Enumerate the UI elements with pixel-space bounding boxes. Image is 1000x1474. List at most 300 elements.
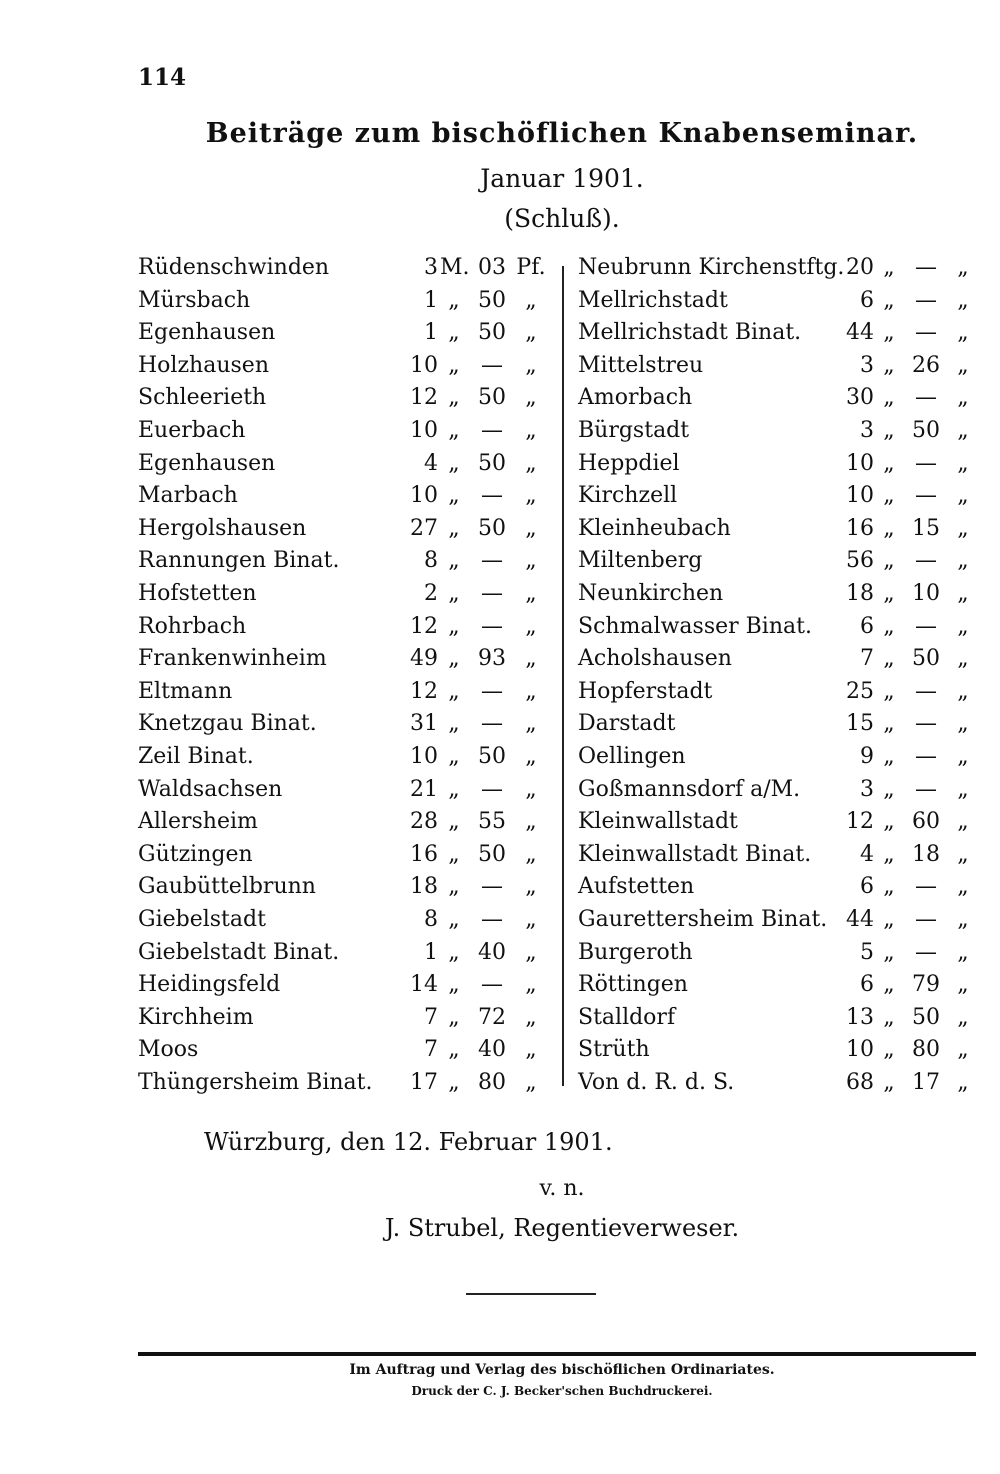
entry-unit-pfennig: „ <box>525 581 537 606</box>
entry-pfennig: — <box>481 907 503 932</box>
entry-unit-marks: „ <box>448 874 460 900</box>
table-row <box>578 1002 978 1034</box>
table-row <box>138 513 556 545</box>
entry-unit-marks: „ <box>883 418 895 443</box>
entry-unit-pfennig: „ <box>957 352 969 378</box>
entry-unit-pfennig: „ <box>957 385 969 411</box>
entry-unit-pfennig: „ <box>957 939 969 965</box>
table-row <box>138 611 556 643</box>
table-row <box>138 578 556 610</box>
entry-unit-pfennig: „ <box>525 1004 537 1030</box>
entry-pfennig: — <box>915 678 937 704</box>
entry-unit-pfennig: „ <box>957 548 969 574</box>
entry-pfennig: — <box>915 385 937 411</box>
table-row <box>138 774 556 806</box>
entry-name: Mellrichstadt <box>578 287 728 313</box>
entry-pfennig: — <box>915 744 937 769</box>
entry-marks: 17 <box>410 1070 438 1095</box>
entry-pfennig: — <box>481 678 503 704</box>
entry-unit-marks: „ <box>448 515 460 541</box>
entry-name: Frankenwinheim <box>138 646 327 672</box>
table-row <box>578 1034 978 1066</box>
entry-marks: 16 <box>410 841 438 867</box>
table-row <box>578 611 978 643</box>
entry-pfennig: 80 <box>478 1070 506 1095</box>
table-row <box>578 382 978 414</box>
entry-marks: 6 <box>860 287 874 313</box>
entry-unit-marks: „ <box>883 939 895 965</box>
entry-unit-marks: „ <box>448 939 460 965</box>
entry-pfennig: 50 <box>478 287 506 313</box>
entry-unit-pfennig: „ <box>525 515 537 541</box>
entry-name: Darstadt <box>578 711 676 737</box>
entry-unit-marks: „ <box>883 711 895 737</box>
entry-pfennig: — <box>915 548 937 574</box>
table-row <box>578 252 978 284</box>
entry-name: Giebelstadt <box>138 907 266 932</box>
entry-marks: 4 <box>424 450 438 476</box>
entry-unit-marks: „ <box>883 907 895 932</box>
entry-name: Schmalwasser Binat. <box>578 613 812 639</box>
entry-unit-pfennig: „ <box>525 776 537 802</box>
entry-pfennig: 26 <box>912 352 940 378</box>
entry-pfennig: 50 <box>478 841 506 867</box>
entry-marks: 31 <box>410 711 438 737</box>
entry-name: Rüdenschwinden <box>138 255 330 280</box>
entry-unit-pfennig: „ <box>525 711 537 737</box>
entry-pfennig: — <box>481 483 503 509</box>
entry-unit-marks: „ <box>883 483 895 509</box>
entry-marks: 12 <box>846 809 874 835</box>
entry-marks: 18 <box>846 581 874 606</box>
entry-pfennig: — <box>915 711 937 737</box>
entry-unit-pfennig: „ <box>525 320 537 346</box>
table-row <box>138 937 556 969</box>
entry-unit-pfennig: „ <box>525 907 537 932</box>
entry-unit-pfennig: „ <box>957 972 969 998</box>
entry-unit-pfennig: „ <box>525 809 537 835</box>
entry-name: Moos <box>138 1037 199 1063</box>
entry-unit-marks: „ <box>883 613 895 639</box>
entry-name: Kirchheim <box>138 1004 254 1030</box>
entry-unit-marks: „ <box>883 646 895 672</box>
page-title: Beiträge zum bischöflichen Knabenseminar. <box>205 118 919 149</box>
entry-unit-marks: „ <box>883 972 895 998</box>
entry-name: Rannungen Binat. <box>138 548 340 574</box>
table-row <box>138 285 556 317</box>
entry-unit-marks: „ <box>448 613 460 639</box>
entry-pfennig: — <box>915 255 937 280</box>
table-row <box>578 969 978 1001</box>
table-row <box>138 904 556 936</box>
entry-name: Knetzgau Binat. <box>138 711 317 737</box>
entry-marks: 6 <box>860 874 874 900</box>
table-row <box>578 578 978 610</box>
entry-unit-pfennig: „ <box>525 385 537 411</box>
short-divider <box>466 1293 596 1295</box>
entry-pfennig: — <box>915 320 937 346</box>
entry-unit-marks: „ <box>448 352 460 378</box>
entry-marks: 10 <box>410 483 438 509</box>
entry-marks: 1 <box>424 939 438 965</box>
entry-unit-pfennig: „ <box>957 255 969 280</box>
entry-unit-pfennig: „ <box>525 874 537 900</box>
entry-name: Giebelstadt Binat. <box>138 939 340 965</box>
entry-marks: 4 <box>860 841 874 867</box>
entry-marks: 44 <box>846 320 874 346</box>
closing-place-date: Würzburg, den 12. Februar 1901. <box>204 1128 613 1156</box>
entry-unit-marks: M. <box>440 255 470 280</box>
entry-unit-marks: „ <box>448 450 460 476</box>
entry-unit-pfennig: „ <box>525 939 537 965</box>
entry-marks: 10 <box>846 1037 874 1063</box>
table-row <box>138 1034 556 1066</box>
table-row <box>578 480 978 512</box>
entry-marks: 6 <box>860 972 874 998</box>
entry-name: Kleinheubach <box>578 515 731 541</box>
entry-marks: 12 <box>410 678 438 704</box>
entry-name: Schleerieth <box>138 385 267 411</box>
table-row <box>578 708 978 740</box>
table-row <box>578 317 978 349</box>
entry-marks: 10 <box>846 483 874 509</box>
entry-marks: 20 <box>846 255 874 280</box>
entry-pfennig: — <box>481 581 503 606</box>
entry-unit-pfennig: „ <box>957 678 969 704</box>
entry-marks: 3 <box>424 255 438 280</box>
entry-unit-marks: „ <box>448 1037 460 1063</box>
entry-unit-pfennig: „ <box>525 841 537 867</box>
entry-marks: 25 <box>846 678 874 704</box>
entry-pfennig: — <box>481 711 503 737</box>
entry-unit-marks: „ <box>883 450 895 476</box>
footer-publisher: Im Auftrag und Verlag des bischöflichen Ordinariates. <box>349 1362 775 1378</box>
table-row <box>578 676 978 708</box>
entry-unit-marks: „ <box>883 548 895 574</box>
entry-name: Egenhausen <box>138 450 276 476</box>
entry-name: Mittelstreu <box>578 352 704 378</box>
entry-marks: 10 <box>410 744 438 769</box>
entry-marks: 28 <box>410 809 438 835</box>
entry-pfennig: — <box>915 613 937 639</box>
entry-pfennig: 93 <box>478 646 506 672</box>
entry-unit-pfennig: „ <box>957 515 969 541</box>
entry-unit-marks: „ <box>883 385 895 411</box>
page-subtitle-conclusion: (Schluß). <box>504 204 620 233</box>
entry-pfennig: 17 <box>912 1070 940 1095</box>
entry-name: Waldsachsen <box>138 776 283 802</box>
entry-marks: 8 <box>424 907 438 932</box>
table-row <box>578 513 978 545</box>
entry-marks: 27 <box>410 515 438 541</box>
table-row <box>138 382 556 414</box>
entry-unit-pfennig: „ <box>957 809 969 835</box>
entry-unit-marks: „ <box>448 841 460 867</box>
entry-marks: 7 <box>424 1037 438 1063</box>
entry-name: Amorbach <box>578 385 693 411</box>
contributions-table <box>138 252 978 1100</box>
entry-pfennig: 15 <box>912 515 940 541</box>
entry-unit-pfennig: „ <box>525 1037 537 1063</box>
entry-unit-pfennig: Pf. <box>516 255 546 280</box>
entry-unit-marks: „ <box>448 1070 460 1095</box>
entry-marks: 6 <box>860 613 874 639</box>
entry-marks: 10 <box>410 418 438 443</box>
page-subtitle-date: Januar 1901. <box>480 164 644 193</box>
entry-name: Rohrbach <box>138 613 247 639</box>
entry-name: Gaurettersheim Binat. <box>578 907 828 932</box>
entry-unit-pfennig: „ <box>957 1070 969 1095</box>
entry-unit-marks: „ <box>448 320 460 346</box>
entry-unit-marks: „ <box>448 483 460 509</box>
entry-name: Allersheim <box>138 809 258 835</box>
entry-pfennig: — <box>481 776 503 802</box>
table-row <box>578 839 978 871</box>
entry-pfennig: — <box>915 874 937 900</box>
entry-unit-marks: „ <box>883 841 895 867</box>
table-row <box>138 741 556 773</box>
entry-pfennig: 50 <box>478 385 506 411</box>
entry-pfennig: 79 <box>912 972 940 998</box>
table-row <box>138 806 556 838</box>
entry-unit-pfennig: „ <box>957 776 969 802</box>
entry-unit-marks: „ <box>883 320 895 346</box>
table-row <box>138 969 556 1001</box>
entry-name: Neubrunn Kirchenstftg. <box>578 255 845 280</box>
entry-unit-pfennig: „ <box>525 678 537 704</box>
entry-unit-marks: „ <box>883 809 895 835</box>
entry-marks: 1 <box>424 287 438 313</box>
entry-unit-pfennig: „ <box>525 744 537 769</box>
entry-unit-marks: „ <box>448 287 460 313</box>
table-row <box>578 350 978 382</box>
entry-marks: 12 <box>410 385 438 411</box>
entry-name: Hergolshausen <box>138 515 307 541</box>
entry-unit-marks: „ <box>448 711 460 737</box>
entry-unit-pfennig: „ <box>525 1070 537 1095</box>
table-row <box>138 676 556 708</box>
entry-name: Stalldorf <box>578 1004 676 1030</box>
entry-unit-pfennig: „ <box>957 613 969 639</box>
table-row <box>138 871 556 903</box>
entry-pfennig: 60 <box>912 809 940 835</box>
entry-unit-pfennig: „ <box>525 483 537 509</box>
table-row <box>578 643 978 675</box>
entry-name: Heppdiel <box>578 450 680 476</box>
entry-unit-pfennig: „ <box>957 450 969 476</box>
right-column <box>578 252 978 1100</box>
table-row <box>578 904 978 936</box>
entry-name: Gützingen <box>138 841 253 867</box>
table-row <box>578 448 978 480</box>
entry-name: Zeil Binat. <box>138 744 254 769</box>
entry-name: Heidingsfeld <box>138 972 281 998</box>
entry-pfennig: 18 <box>912 841 940 867</box>
entry-unit-marks: „ <box>448 418 460 443</box>
entry-pfennig: 40 <box>478 939 506 965</box>
entry-unit-marks: „ <box>448 907 460 932</box>
entry-unit-pfennig: „ <box>957 841 969 867</box>
entry-pfennig: — <box>915 287 937 313</box>
page-number: 114 <box>138 64 187 91</box>
table-row <box>578 415 978 447</box>
entry-marks: 13 <box>846 1004 874 1030</box>
entry-marks: 12 <box>410 613 438 639</box>
entry-pfennig: — <box>915 907 937 932</box>
entry-pfennig: — <box>915 483 937 509</box>
entry-name: Mürsbach <box>138 287 251 313</box>
entry-pfennig: 03 <box>478 255 506 280</box>
entry-unit-marks: „ <box>883 874 895 900</box>
entry-pfennig: 50 <box>478 515 506 541</box>
table-row <box>138 448 556 480</box>
entry-marks: 10 <box>410 352 438 378</box>
entry-name: Oellingen <box>578 744 686 769</box>
entry-unit-marks: „ <box>448 385 460 411</box>
entry-pfennig: — <box>915 776 937 802</box>
entry-unit-marks: „ <box>883 1070 895 1095</box>
entry-unit-marks: „ <box>883 581 895 606</box>
entry-marks: 10 <box>846 450 874 476</box>
entry-marks: 5 <box>860 939 874 965</box>
entry-unit-marks: „ <box>883 678 895 704</box>
entry-marks: 3 <box>860 352 874 378</box>
entry-unit-marks: „ <box>448 809 460 835</box>
entry-unit-marks: „ <box>883 1037 895 1063</box>
entry-marks: 14 <box>410 972 438 998</box>
entry-pfennig: — <box>481 352 503 378</box>
entry-pfennig: — <box>915 450 937 476</box>
entry-marks: 1 <box>424 320 438 346</box>
entry-unit-pfennig: „ <box>957 874 969 900</box>
table-row <box>578 1067 978 1099</box>
entry-unit-pfennig: „ <box>525 352 537 378</box>
entry-marks: 68 <box>846 1070 874 1095</box>
entry-unit-pfennig: „ <box>525 646 537 672</box>
entry-name: Hopferstadt <box>578 678 713 704</box>
entry-pfennig: — <box>481 548 503 574</box>
entry-name: Miltenberg <box>578 548 703 574</box>
table-row <box>138 708 556 740</box>
entry-unit-marks: „ <box>883 515 895 541</box>
entry-unit-marks: „ <box>448 744 460 769</box>
closing-vn: v. n. <box>539 1176 585 1201</box>
table-row <box>578 937 978 969</box>
entry-pfennig: 50 <box>478 744 506 769</box>
entry-unit-pfennig: „ <box>525 450 537 476</box>
entry-marks: 8 <box>424 548 438 574</box>
entry-name: Kirchzell <box>578 483 678 509</box>
entry-unit-pfennig: „ <box>957 711 969 737</box>
entry-marks: 7 <box>860 646 874 672</box>
table-row <box>138 643 556 675</box>
entry-name: Egenhausen <box>138 320 276 346</box>
entry-unit-pfennig: „ <box>957 320 969 346</box>
table-row <box>138 1002 556 1034</box>
entry-marks: 3 <box>860 418 874 443</box>
table-row <box>138 839 556 871</box>
entry-marks: 44 <box>846 907 874 932</box>
entry-unit-pfennig: „ <box>957 287 969 313</box>
entry-unit-pfennig: „ <box>957 581 969 606</box>
entry-pfennig: — <box>481 972 503 998</box>
entry-name: Kleinwallstadt Binat. <box>578 841 812 867</box>
signature: J. Strubel, Regentieverweser. <box>384 1214 740 1242</box>
entry-name: Neunkirchen <box>578 581 724 606</box>
entry-name: Euerbach <box>138 418 246 443</box>
entry-unit-pfennig: „ <box>957 744 969 769</box>
entry-name: Holzhausen <box>138 352 269 378</box>
entry-unit-marks: „ <box>883 287 895 313</box>
table-row <box>138 252 556 284</box>
entry-name: Strüth <box>578 1037 650 1063</box>
entry-name: Thüngersheim Binat. <box>138 1070 373 1095</box>
table-row <box>138 415 556 447</box>
entry-marks: 9 <box>860 744 874 769</box>
entry-unit-pfennig: „ <box>525 287 537 313</box>
entry-unit-marks: „ <box>448 548 460 574</box>
entry-unit-pfennig: „ <box>957 1004 969 1030</box>
entry-unit-marks: „ <box>448 646 460 672</box>
entry-pfennig: 50 <box>912 418 940 443</box>
left-column <box>138 252 556 1100</box>
entry-pfennig: — <box>915 939 937 965</box>
entry-marks: 21 <box>410 776 438 802</box>
table-row <box>578 545 978 577</box>
footer-divider <box>138 1352 976 1356</box>
column-divider <box>562 266 564 1086</box>
entry-unit-pfennig: „ <box>525 418 537 443</box>
entry-name: Aufstetten <box>578 874 695 900</box>
entry-marks: 2 <box>424 581 438 606</box>
entry-unit-pfennig: „ <box>957 418 969 443</box>
entry-name: Acholshausen <box>578 646 732 672</box>
entry-pfennig: 50 <box>478 320 506 346</box>
table-row <box>138 545 556 577</box>
entry-marks: 49 <box>410 646 438 672</box>
entry-marks: 7 <box>424 1004 438 1030</box>
entry-pfennig: — <box>481 613 503 639</box>
entry-pfennig: 72 <box>478 1004 506 1030</box>
table-row <box>578 285 978 317</box>
entry-name: Von d. R. d. S. <box>578 1070 735 1095</box>
entry-marks: 18 <box>410 874 438 900</box>
entry-unit-marks: „ <box>883 744 895 769</box>
table-row <box>138 317 556 349</box>
entry-name: Goßmannsdorf a/M. <box>578 776 801 802</box>
entry-name: Burgeroth <box>578 939 693 965</box>
entry-name: Hofstetten <box>138 581 257 606</box>
table-row <box>578 741 978 773</box>
entry-name: Eltmann <box>138 678 233 704</box>
entry-pfennig: 50 <box>912 646 940 672</box>
entry-unit-pfennig: „ <box>957 483 969 509</box>
entry-unit-marks: „ <box>448 776 460 802</box>
entry-unit-pfennig: „ <box>525 613 537 639</box>
entry-unit-pfennig: „ <box>957 907 969 932</box>
entry-name: Kleinwallstadt <box>578 809 738 835</box>
entry-pfennig: 80 <box>912 1037 940 1063</box>
entry-name: Gaubüttelbrunn <box>138 874 316 900</box>
table-row <box>138 1067 556 1099</box>
entry-unit-marks: „ <box>883 1004 895 1030</box>
entry-unit-pfennig: „ <box>957 1037 969 1063</box>
entry-unit-pfennig: „ <box>957 646 969 672</box>
entry-marks: 30 <box>846 385 874 411</box>
entry-pfennig: 50 <box>478 450 506 476</box>
entry-unit-pfennig: „ <box>525 548 537 574</box>
table-row <box>138 480 556 512</box>
